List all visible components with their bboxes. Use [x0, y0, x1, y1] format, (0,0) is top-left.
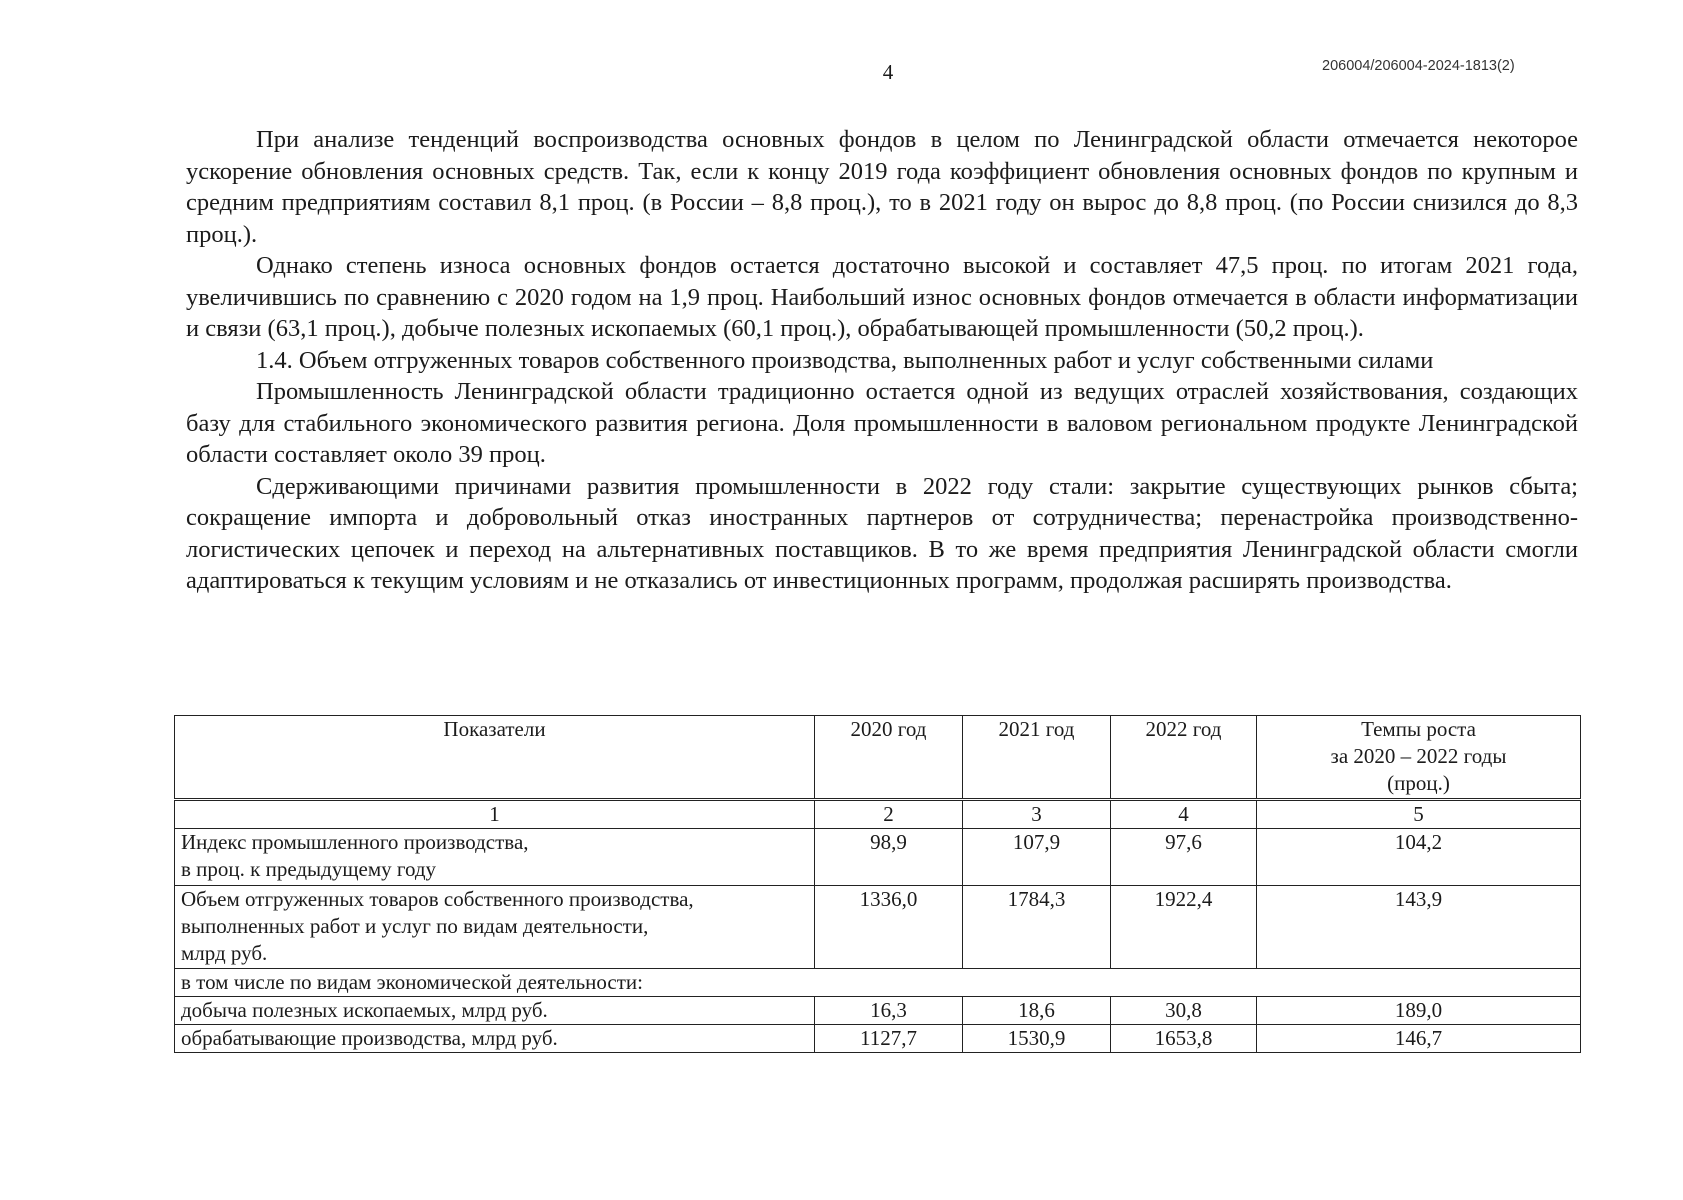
cell-growth: 143,9 — [1257, 886, 1581, 969]
cell-2020: 16,3 — [815, 997, 963, 1025]
table-row — [175, 829, 1581, 886]
cell-growth: 104,2 — [1257, 829, 1581, 886]
cell-growth: 189,0 — [1257, 997, 1581, 1025]
cell-2022: 1922,4 — [1111, 886, 1257, 969]
document-id: 206004/206004-2024-1813(2) — [1322, 58, 1515, 74]
table-row — [175, 886, 1581, 969]
row-indicator: Индекс промышленного производства, в проц. к предыдущему году — [175, 829, 815, 886]
cell-2020: 98,9 — [815, 829, 963, 886]
column-number: 4 — [1111, 800, 1257, 829]
column-number: 2 — [815, 800, 963, 829]
paragraph-fixed-assets-wear: Однако степень износа основных фондов остается достаточно высокой и составляет 47,5 проц. по итогам 2021 года, увеличившись по сравнению с 2020 годом на 1,9 проц. Наибольший износ основных фондов отмечается в области информатизации и связи (63,1 проц.), добыче полезных ископаемых (60,1 проц.), обрабатывающей промышленности (50,2 проц.). — [186, 252, 1578, 342]
paragraph-fixed-assets-renewal: При анализе тенденций воспроизводства основных фондов в целом по Ленинградской области отмечается некоторое ускорение обновления основных средств. Так, если к концу 2019 года коэффициент обновления основных фондов по крупным и средним предприятиям составил 8,1 проц. (в России – 8,8 проц.), то в 2021 году он вырос до 8,8 проц. (по России снизился до 8,3 проц.). — [186, 126, 1578, 248]
row-indicator: добыча полезных ископаемых, млрд руб. — [175, 997, 815, 1025]
section-heading-1-4: 1.4. Объем отгруженных товаров собственного производства, выполненных работ и услуг собственными силами — [256, 346, 1434, 374]
cell-2022: 30,8 — [1111, 997, 1257, 1025]
cell-2021: 18,6 — [963, 997, 1111, 1025]
cell-2022: 97,6 — [1111, 829, 1257, 886]
table-column-numbers-row — [175, 800, 1581, 829]
table-header-row — [175, 716, 1581, 800]
cell-2020: 1336,0 — [815, 886, 963, 969]
header-2020: 2020 год — [815, 716, 963, 800]
column-number: 5 — [1257, 800, 1581, 829]
header-indicators: Показатели — [175, 716, 815, 800]
cell-2021: 107,9 — [963, 829, 1111, 886]
header-2021: 2021 год — [963, 716, 1111, 800]
table-row — [175, 997, 1581, 1025]
row-indicator: обрабатывающие производства, млрд руб. — [175, 1025, 815, 1053]
table-row — [175, 1025, 1581, 1053]
paragraph-industry-share: Промышленность Ленинградской области традиционно остается одной из ведущих отраслей хозяйствования, создающих базу для стабильного экономического развития региона. Доля промышленности в валовом региональном продукте Ленинградской области составляет около 39 проц. — [186, 378, 1578, 468]
table-subheader-row — [175, 969, 1581, 997]
header-growth-rate: Темпы роста за 2020 – 2022 годы (проц.) — [1257, 716, 1581, 800]
industry-indicators-table — [174, 715, 1581, 1053]
cell-2022: 1653,8 — [1111, 1025, 1257, 1053]
cell-2020: 1127,7 — [815, 1025, 963, 1053]
cell-growth: 146,7 — [1257, 1025, 1581, 1053]
subheader-by-activity: в том числе по видам экономической деятельности: — [175, 969, 1581, 997]
page-number: 4 — [882, 60, 894, 84]
paragraph-constraints: Сдерживающими причинами развития промышленности в 2022 году стали: закрытие существующих рынков сбыта; сокращение импорта и добровольный отказ иностранных партнеров от сотрудничества; перенастройка производственно-логистических цепочек и переход на альтернативных поставщиков. В то же время предприятия Ленинградской области смогли адаптироваться к текущим условиям и не отказались от инвестиционных программ, продолжая расширять производства. — [186, 472, 1578, 594]
cell-2021: 1784,3 — [963, 886, 1111, 969]
column-number: 3 — [963, 800, 1111, 829]
document-body — [186, 124, 1578, 597]
cell-2021: 1530,9 — [963, 1025, 1111, 1053]
row-indicator: Объем отгруженных товаров собственного производства, выполненных работ и услуг по видам деятельности, млрд руб. — [175, 886, 815, 969]
column-number: 1 — [175, 800, 815, 829]
header-2022: 2022 год — [1111, 716, 1257, 800]
